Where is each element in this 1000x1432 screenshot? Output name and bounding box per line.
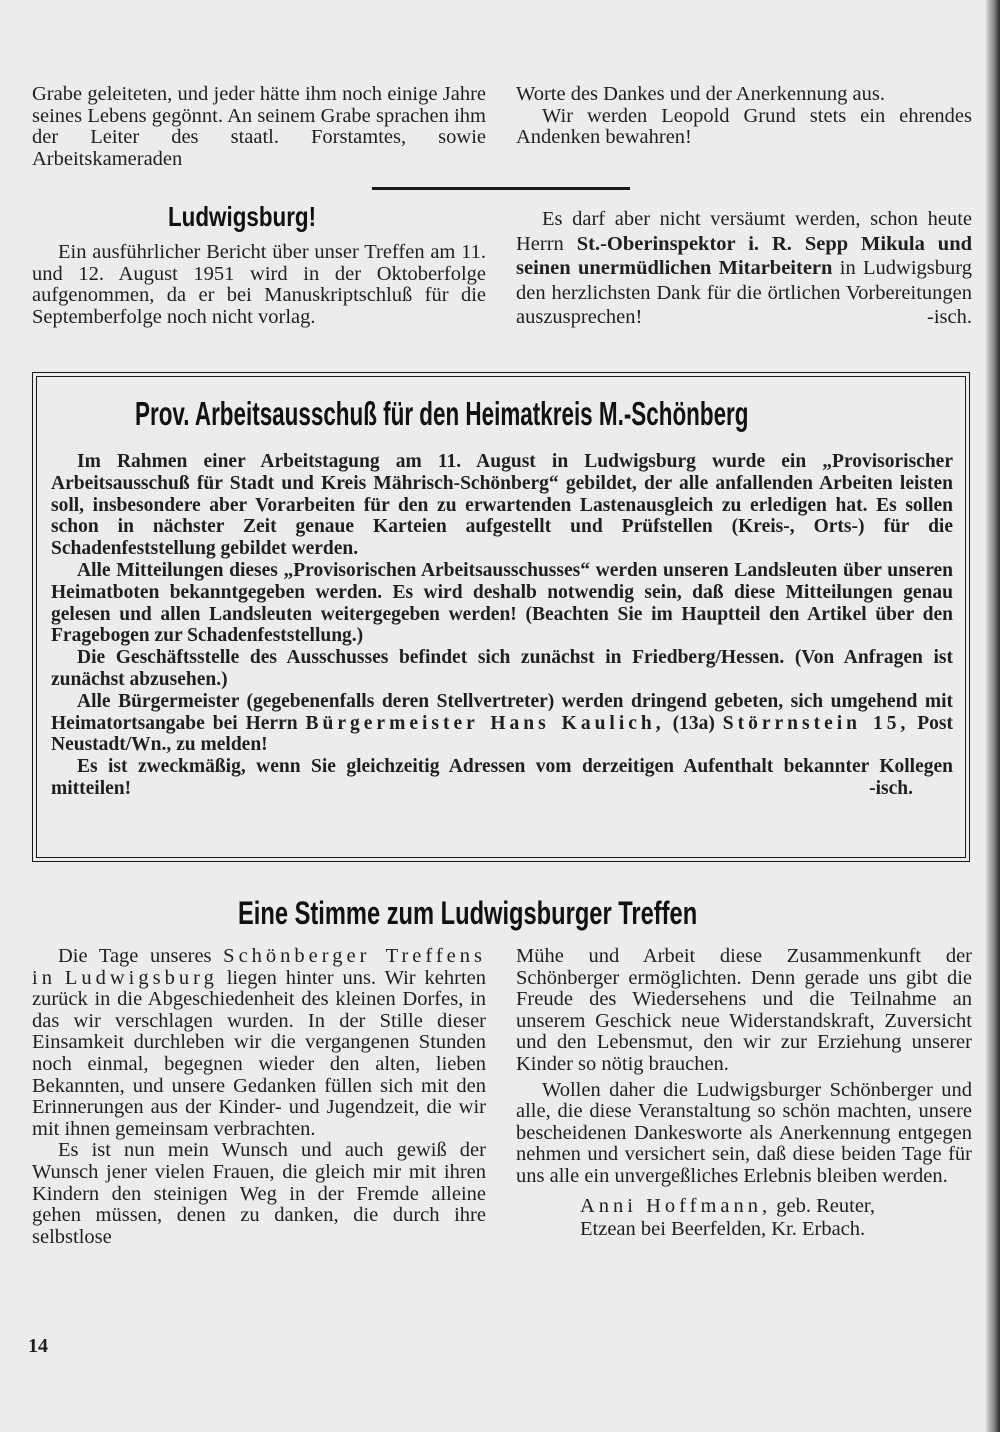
stimme-left-column	[32, 946, 486, 1248]
top-left-text: Grabe geleiteten, und jeder hätte ihm noch einige Jahre seines Lebens gegönnt. An seinem Grabe sprachen ihm der Leiter des staatl. Forstamtes, sowie Arbeitskameraden	[32, 83, 486, 170]
top-right-column	[516, 84, 972, 149]
stimme-right-column	[516, 946, 972, 1242]
page-edge-shadow	[986, 0, 1000, 1432]
notice-para-5	[51, 756, 953, 800]
stimme-text-b: liegen hinter uns. Wir kehrten zurück in die Abgeschiedenheit des kleinen Dorfes, in das wir verschlagen wurden. In der Stille dieser Einsamkeit durchleben wir die vergangenen Stunden noch einmal, begegnen wieder den alten, lieben Bekannten, und unsere Gedanken füllen sich mit den Erinnerungen aus der Kinder- und Jugendzeit, die wir mit ihnen gemeinsam verbrachten.	[32, 966, 486, 1140]
notice-signature: -isch.	[869, 777, 913, 799]
signature-place: Etzean bei Beerfelden, Kr. Erbach.	[580, 1218, 866, 1241]
notice-para-4-b: Post Neustadt/Wn., zu melden!	[51, 712, 954, 756]
top-left-column	[32, 84, 486, 170]
notice-para-5-text: Es ist zweckmäßig, wenn Sie gleichzeitig Adressen vom derzeitigen Aufenthalt bekannter Kollegen mitteilen!	[51, 756, 953, 799]
section-divider	[372, 187, 630, 190]
stimme-spaced-treffen: Schönberger Treffens	[223, 945, 487, 967]
notice-contact-place: Störrnstein 15,	[722, 712, 910, 734]
stimme-left-para-2: Es ist nun mein Wunsch und auch gewiß der Wunsch jener vielen Frauen, die gleich mir mit ihren Kindern den steinigen Weg in der Fremde alleine gehen müssen, denen zu danken, die durch ihre selbstlose	[32, 1139, 486, 1248]
ludwigsburg-thanks	[516, 207, 972, 330]
notice-para-4-a: Alle Bürgermeister (gegebenenfalls deren Stellvertreter) werden dringend gebeten, sich umgehend mit Heimatortsangabe bei Herrn	[51, 690, 953, 734]
signature-maiden-name: geb. Reuter,	[776, 1194, 876, 1217]
stimme-spaced-in: in	[32, 966, 56, 989]
stimme-signature	[516, 1195, 972, 1242]
notice-para-3: Die Geschäftsstelle des Ausschusses befindet sich zunächst in Friedberg/Hessen. (Von Anfragen ist zunächst abzusehen.)	[51, 647, 953, 690]
thanks-signature: -isch.	[927, 306, 972, 328]
page-number: 14	[28, 1335, 48, 1357]
stimme-title: Eine Stimme zum Ludwigsburger Treffen	[238, 895, 698, 931]
signature-name: Anni Hoffmann,	[580, 1194, 772, 1217]
ludwigsburg-left-column	[32, 242, 486, 328]
ludwigsburg-title: Ludwigsburg!	[168, 201, 317, 232]
notice-contact-postcode: (13a)	[672, 712, 715, 734]
notice-para-2: Alle Mitteilungen dieses „Provisorischen Arbeitsausschusses“ werden unseren Landsleuten über unseren Heimatboten bekanntgegeben werden. Es wird deshalb notwendig sein, daß diese Mitteilungen genau gelesen und allen Landsleuten weitergegeben werden! (Beachten Sie im Hauptteil den Artikel über den Fragebogen zur Schadenfeststellung.)	[51, 559, 953, 647]
ludwigsburg-right-column	[516, 207, 972, 330]
signature-name-line	[580, 1195, 972, 1219]
notice-para-4	[51, 691, 953, 756]
notice-title: Prov. Arbeitsausschuß für den Heimatkreis M.-Schönberg	[135, 395, 749, 432]
thanks-bold-names: St.-Oberinspektor i. R. Sepp Mikula und seinen unermüdlichen Mitarbeitern	[516, 232, 972, 279]
top-right-para-2: Wir werden Leopold Grund stets ein ehrendes Andenken bewahren!	[516, 104, 972, 149]
stimme-right-para-2: Wollen daher die Ludwigsburger Schönberger und alle, die diese Veranstaltung so schön machten, unsere bescheidenen Dankesworte als Anerkennung entgegen nehmen und versichert sein, daß diese beiden Tage für uns alle ein unvergeßliches Erlebnis bleiben werden.	[516, 1078, 972, 1187]
notice-box	[32, 372, 970, 862]
stimme-text-a: Die Tage unseres	[58, 945, 212, 967]
top-right-para-1: Worte des Dankes und der Anerkennung aus.	[516, 83, 885, 105]
notice-body	[51, 451, 953, 800]
notice-contact-name: Bürgermeister Hans Kaulich,	[305, 712, 665, 734]
thanks-text-a: Es darf aber nicht versäumt werden, schon heute Herrn	[516, 208, 972, 255]
ludwigsburg-text: Ein ausführlicher Bericht über unser Treffen am 11. und 12. August 1951 wird in der Oktoberfolge aufgenommen, da er bei Manuskriptschluß für die Septemberfolge noch nicht vorlag.	[32, 241, 486, 328]
thanks-text-b: in Ludwigsburg den herzlichsten Dank für die örtlichen Vorbereitungen auszusprechen!	[516, 257, 972, 328]
stimme-spaced-ludwigsburg: Ludwigsburg	[64, 966, 218, 989]
notice-para-1: Im Rahmen einer Arbeitstagung am 11. August in Ludwigsburg wurde ein „Provisorischer Arbeitsausschuß für Stadt und Kreis Mährisch-Schönberg“ gebildet, der alle anfallenden Arbeiten leisten soll, insbesondere aber Vorarbeiten für den zu erwartenden Lastenausgleich zu erledigen hat. Es sollen schon in nächster Zeit genaue Karteien aufgestellt und Prüfstellen (Kreis-, Orts-) für die Schadenfeststellung gebildet werden.	[51, 451, 953, 560]
stimme-left-para-1	[32, 946, 486, 1140]
stimme-right-para-1: Mühe und Arbeit diese Zusammenkunft der Schönberger ermöglichten. Denn gerade uns gibt die Freude des Wiedersehens und die Teilnahme an unserem Geschick neue Widerstandskraft, Zuversicht und den Lebensmut, den wir zur Erziehung unserer Kinder so nötig brauchen.	[516, 945, 972, 1075]
